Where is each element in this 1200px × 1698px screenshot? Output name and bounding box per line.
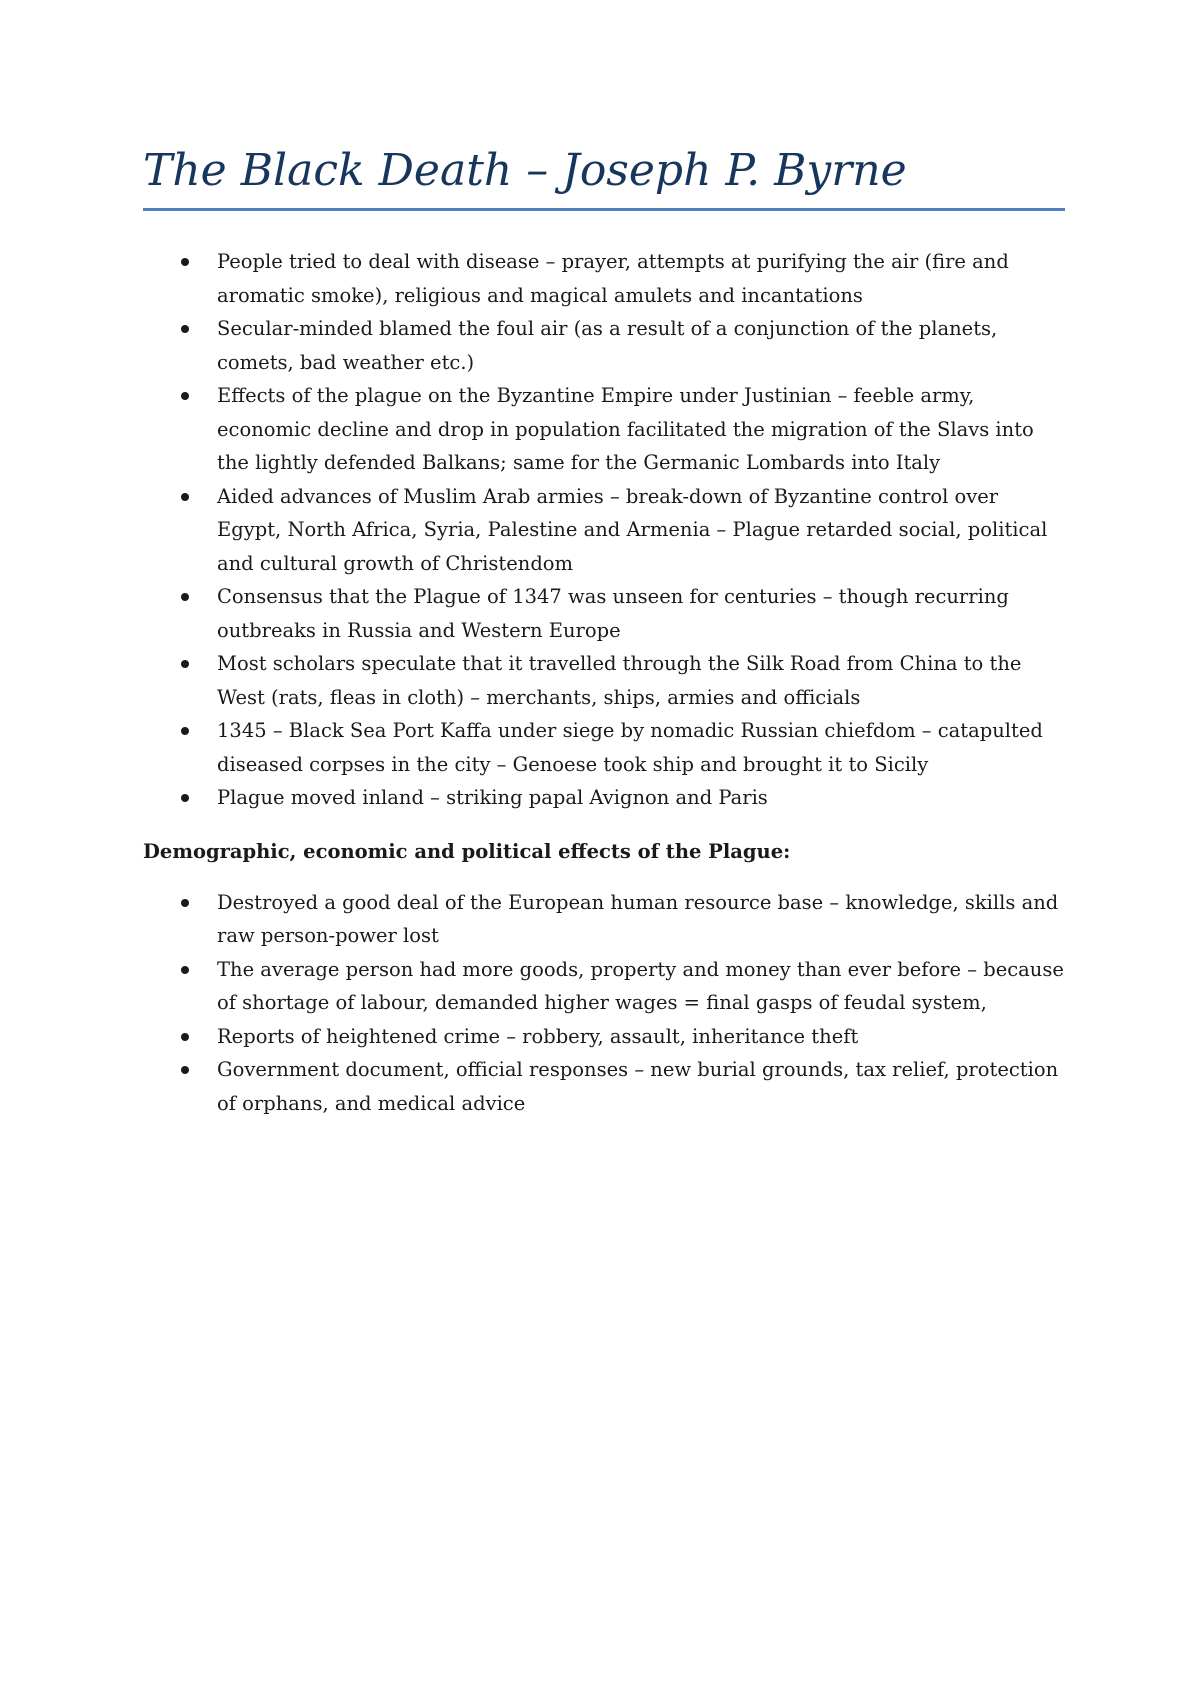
list-item xyxy=(143,886,1065,953)
list-item-text: Destroyed a good deal of the European human resource base – knowledge, skills and raw person-power lost xyxy=(217,890,1059,947)
bullet-icon xyxy=(181,966,189,974)
bullet-icon xyxy=(181,493,189,501)
bullet-icon xyxy=(181,392,189,400)
list-item xyxy=(143,580,1065,647)
list-item-text: Consensus that the Plague of 1347 was unseen for centuries – though recurring outbreaks in Russia and Western Europe xyxy=(217,585,1009,642)
bullet-list-causes xyxy=(143,245,1065,815)
list-item-text: The average person had more goods, property and money than ever before – because of shortage of labour, demanded higher wages = final gasps of feudal system, xyxy=(217,957,1064,1014)
bullet-icon xyxy=(181,794,189,802)
list-item xyxy=(143,1053,1065,1120)
list-item xyxy=(143,714,1065,781)
list-item-text: 1345 – Black Sea Port Kaffa under siege by nomadic Russian chiefdom – catapulted diseased corpses in the city – Genoese took ship and brought it to Sicily xyxy=(217,719,1043,776)
title-underline xyxy=(143,208,1065,211)
bullet-icon xyxy=(181,1033,189,1041)
list-item-text: Reports of heightened crime – robbery, assault, inheritance theft xyxy=(217,1024,859,1048)
document-body xyxy=(143,245,1065,1120)
bullet-icon xyxy=(181,899,189,907)
document-title: The Black Death – Joseph P. Byrne xyxy=(143,145,907,196)
bullet-icon xyxy=(181,593,189,601)
bullet-icon xyxy=(181,325,189,333)
bullet-icon xyxy=(181,660,189,668)
list-item-text: Most scholars speculate that it travelled through the Silk Road from China to the West (rats, fleas in cloth) – merchants, ships, armies and officials xyxy=(217,652,1022,709)
bullet-icon xyxy=(181,727,189,735)
list-item-text: Plague moved inland – striking papal Avignon and Paris xyxy=(217,786,768,809)
list-item xyxy=(143,647,1065,714)
list-item xyxy=(143,1020,1065,1054)
bullet-icon xyxy=(181,1066,189,1074)
list-item xyxy=(143,781,1065,815)
bullet-list-effects xyxy=(143,886,1065,1121)
list-item xyxy=(143,312,1065,379)
section-heading-effects: Demographic, economic and political effects of the Plague: xyxy=(143,839,791,863)
list-item xyxy=(143,379,1065,480)
list-item xyxy=(143,245,1065,312)
list-item-text: Secular-minded blamed the foul air (as a result of a conjunction of the planets, comets, bad weather etc.) xyxy=(217,317,998,374)
list-item-text: People tried to deal with disease – prayer, attempts at purifying the air (fire and aromatic smoke), religious and magical amulets and incantations xyxy=(217,250,1009,307)
list-item-text: Effects of the plague on the Byzantine Empire under Justinian – feeble army, economic decline and drop in population facilitated the migration of the Slavs into the lightly defended Balkans; same for the Germanic Lombards into Italy xyxy=(217,384,1034,474)
list-item xyxy=(143,480,1065,581)
bullet-icon xyxy=(181,258,189,266)
list-item-text: Aided advances of Muslim Arab armies – break-down of Byzantine control over Egypt, North Africa, Syria, Palestine and Armenia – Plague retarded social, political and cultural growth of Christendom xyxy=(217,484,1048,575)
list-item xyxy=(143,953,1065,1020)
title-block xyxy=(143,140,1065,211)
list-item-text: Government document, official responses – new burial grounds, tax relief, protection of orphans, and medical advice xyxy=(217,1058,1059,1115)
